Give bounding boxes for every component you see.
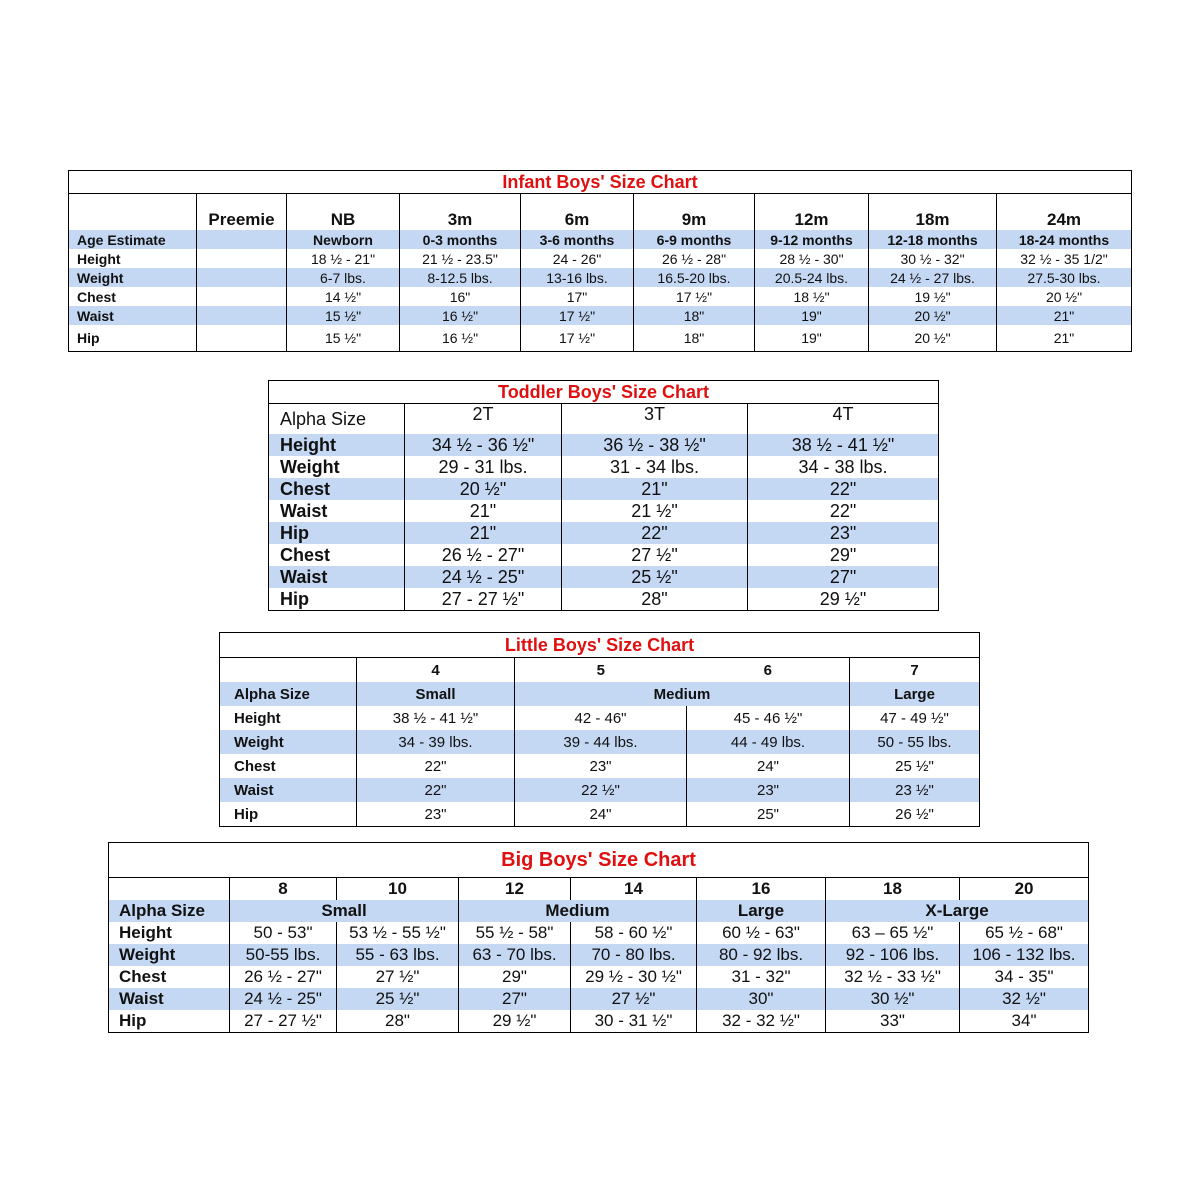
size-header: 20	[960, 878, 1089, 901]
infant-chart-title: Infant Boys' Size Chart	[69, 171, 1132, 194]
table-cell	[197, 287, 287, 306]
table-cell: 24 ½ - 25"	[230, 988, 337, 1010]
size-header: 6m	[521, 194, 634, 231]
table-cell: 24 ½ - 25"	[405, 566, 562, 588]
little-size-chart	[219, 632, 980, 827]
row-label: Waist	[119, 989, 164, 1008]
row-label: Chest	[280, 478, 331, 499]
table-cell: 63 – 65 ½"	[826, 922, 960, 944]
row-label: Chest	[234, 757, 276, 775]
table-cell: 15 ½"	[287, 306, 400, 325]
infant-size-chart	[68, 170, 1132, 352]
table-cell: 22 ½"	[515, 778, 687, 802]
table-row	[69, 325, 1132, 352]
table-cell: 17 ½"	[634, 287, 755, 306]
table-cell: 21"	[997, 325, 1132, 352]
table-cell: 27"	[459, 988, 571, 1010]
table-cell: 47 - 49 ½"	[850, 706, 980, 730]
table-cell: 31 - 32"	[697, 966, 826, 988]
size-header: 8	[230, 878, 337, 901]
row-label: Waist	[280, 500, 328, 521]
table-cell: 22"	[562, 522, 748, 544]
table-cell: 15 ½"	[287, 325, 400, 352]
table-cell: 25 ½"	[562, 566, 748, 588]
table-cell: 0-3 months	[400, 230, 521, 249]
table-cell: 19"	[755, 325, 869, 352]
table-cell: 34 - 38 lbs.	[748, 456, 939, 478]
table-cell: 19 ½"	[869, 287, 997, 306]
table-cell	[197, 268, 287, 287]
row-label: Hip	[280, 588, 309, 609]
table-cell: 65 ½ - 68"	[960, 922, 1089, 944]
row-label: Hip	[280, 522, 309, 543]
table-cell: 53 ½ - 55 ½"	[337, 922, 459, 944]
row-label: Height	[119, 923, 172, 942]
table-cell: 22"	[748, 478, 939, 500]
table-cell: 24"	[687, 754, 850, 778]
table-cell	[197, 306, 287, 325]
table-row	[269, 478, 939, 500]
size-header: 4T	[748, 404, 939, 435]
size-header: 18m	[869, 194, 997, 231]
table-cell: Newborn	[287, 230, 400, 249]
table-row	[269, 566, 939, 588]
table-cell: 30 ½"	[826, 988, 960, 1010]
row-label: Chest	[77, 288, 116, 305]
table-cell: 33"	[826, 1010, 960, 1033]
size-header: 3T	[562, 404, 748, 435]
table-cell: 29 - 31 lbs.	[405, 456, 562, 478]
table-row	[220, 802, 980, 827]
table-cell: 28 ½ - 30"	[755, 249, 869, 268]
table-cell: 21 ½ - 23.5"	[400, 249, 521, 268]
alpha-size-label: Alpha Size	[280, 408, 367, 429]
row-label: Height	[77, 250, 121, 267]
size-header: Preemie	[197, 194, 287, 231]
little-alpha-row	[220, 682, 980, 706]
table-cell: 55 - 63 lbs.	[337, 944, 459, 966]
alpha-cell: Small	[230, 900, 459, 922]
table-cell: 28"	[562, 588, 748, 611]
table-row	[269, 434, 939, 456]
table-cell: 21"	[562, 478, 748, 500]
row-label: Height	[280, 434, 336, 455]
table-cell	[197, 249, 287, 268]
table-cell: 55 ½ - 58"	[459, 922, 571, 944]
table-cell: 63 - 70 lbs.	[459, 944, 571, 966]
table-cell: 9-12 months	[755, 230, 869, 249]
toddler-size-header-row	[269, 404, 939, 435]
table-cell: 29"	[748, 544, 939, 566]
table-cell: 44 - 49 lbs.	[687, 730, 850, 754]
table-cell: 34"	[960, 1010, 1089, 1033]
table-cell: 60 ½ - 63"	[697, 922, 826, 944]
table-cell: 29 ½ - 30 ½"	[571, 966, 697, 988]
table-cell: 32 ½ - 33 ½"	[826, 966, 960, 988]
row-label: Height	[234, 709, 281, 727]
table-row	[269, 588, 939, 611]
table-cell: 34 - 35"	[960, 966, 1089, 988]
table-cell: 23"	[515, 754, 687, 778]
table-cell: 25 ½"	[850, 754, 980, 778]
table-row	[269, 456, 939, 478]
table-row	[109, 922, 1089, 944]
table-row	[109, 966, 1089, 988]
table-cell: 25"	[687, 802, 850, 827]
big-size-chart	[108, 842, 1089, 1033]
table-cell: 17"	[521, 287, 634, 306]
table-row	[269, 522, 939, 544]
alpha-cell: Large	[850, 682, 980, 706]
size-header: 6	[763, 661, 772, 679]
row-label: Weight	[119, 945, 176, 964]
table-cell: 45 - 46 ½"	[687, 706, 850, 730]
table-cell: 24 ½ - 27 lbs.	[869, 268, 997, 287]
size-header: 4	[357, 658, 515, 683]
little-size-header-row	[220, 658, 980, 683]
table-row	[109, 1010, 1089, 1033]
table-cell: 18"	[634, 306, 755, 325]
table-cell: 23"	[687, 778, 850, 802]
table-cell: 34 - 39 lbs.	[357, 730, 515, 754]
alpha-size-label: Alpha Size	[234, 685, 310, 703]
table-cell: 42 - 46"	[515, 706, 687, 730]
table-cell: 27 ½"	[571, 988, 697, 1010]
size-header: 2T	[405, 404, 562, 435]
table-row	[69, 268, 1132, 287]
table-cell: 25 ½"	[337, 988, 459, 1010]
table-cell: 23 ½"	[850, 778, 980, 802]
infant-size-header-row	[69, 194, 1132, 231]
table-cell: 32 - 32 ½"	[697, 1010, 826, 1033]
table-cell: 12-18 months	[869, 230, 997, 249]
table-cell: 13-16 lbs.	[521, 268, 634, 287]
table-cell: 27 - 27 ½"	[405, 588, 562, 611]
table-cell: 22"	[357, 778, 515, 802]
table-cell: 29 ½"	[748, 588, 939, 611]
table-row	[109, 944, 1089, 966]
table-cell: 21"	[405, 500, 562, 522]
table-cell: 27"	[748, 566, 939, 588]
table-cell: 38 ½ - 41 ½"	[357, 706, 515, 730]
table-cell: 32 ½ - 35 1/2"	[997, 249, 1132, 268]
table-cell: 20 ½"	[997, 287, 1132, 306]
table-cell: 20 ½"	[405, 478, 562, 500]
table-cell: 34 ½ - 36 ½"	[405, 434, 562, 456]
table-row	[69, 230, 1132, 249]
table-cell: 31 - 34 lbs.	[562, 456, 748, 478]
table-cell	[197, 230, 287, 249]
big-chart-title: Big Boys' Size Chart	[109, 843, 1089, 878]
table-cell: 21"	[405, 522, 562, 544]
table-cell: 30 ½ - 32"	[869, 249, 997, 268]
alpha-cell: Large	[697, 900, 826, 922]
size-header: 12	[459, 878, 571, 901]
table-cell: 22"	[748, 500, 939, 522]
table-cell: 29"	[459, 966, 571, 988]
table-cell: 50 - 53"	[230, 922, 337, 944]
table-row	[269, 500, 939, 522]
table-cell: 30 - 31 ½"	[571, 1010, 697, 1033]
alpha-cell: X-Large	[826, 900, 1089, 922]
big-size-header-row	[109, 878, 1089, 901]
table-cell	[197, 325, 287, 352]
table-cell: 58 - 60 ½"	[571, 922, 697, 944]
table-cell: 18-24 months	[997, 230, 1132, 249]
table-cell: 21"	[997, 306, 1132, 325]
table-row	[69, 306, 1132, 325]
table-row	[220, 730, 980, 754]
size-header: 12m	[755, 194, 869, 231]
table-cell: 36 ½ - 38 ½"	[562, 434, 748, 456]
table-cell: 24"	[515, 802, 687, 827]
alpha-cell: Small	[357, 682, 515, 706]
row-label: Waist	[234, 781, 274, 799]
table-cell: 8-12.5 lbs.	[400, 268, 521, 287]
table-cell: 18"	[634, 325, 755, 352]
alpha-cell: Medium	[459, 900, 697, 922]
table-cell: 21 ½"	[562, 500, 748, 522]
size-header: 14	[571, 878, 697, 901]
row-label: Waist	[77, 307, 114, 324]
table-row	[220, 706, 980, 730]
size-header: 9m	[634, 194, 755, 231]
table-cell: 92 - 106 lbs.	[826, 944, 960, 966]
row-label: Waist	[280, 566, 328, 587]
table-cell: 70 - 80 lbs.	[571, 944, 697, 966]
size-header: 18	[826, 878, 960, 901]
table-cell: 50-55 lbs.	[230, 944, 337, 966]
row-label: Age Estimate	[77, 231, 166, 248]
row-label: Weight	[280, 456, 340, 477]
table-cell: 20 ½"	[869, 306, 997, 325]
table-cell: 16.5-20 lbs.	[634, 268, 755, 287]
size-header: 5	[515, 658, 687, 683]
table-cell: 26 ½ - 27"	[230, 966, 337, 988]
table-cell: 24 - 26"	[521, 249, 634, 268]
size-header: 7	[850, 658, 980, 683]
table-cell: 22"	[357, 754, 515, 778]
table-cell: 26 ½"	[850, 802, 980, 827]
table-cell: 27 ½"	[337, 966, 459, 988]
table-cell: 26 ½ - 28"	[634, 249, 755, 268]
table-cell: 23"	[748, 522, 939, 544]
table-cell: 20 ½"	[869, 325, 997, 352]
table-cell: 6-9 months	[634, 230, 755, 249]
table-row	[109, 988, 1089, 1010]
size-header: 10	[337, 878, 459, 901]
row-label: Weight	[234, 733, 284, 751]
table-cell: 16 ½"	[400, 306, 521, 325]
little-chart-title: Little Boys' Size Chart	[220, 633, 980, 658]
table-cell: 27 ½"	[562, 544, 748, 566]
alpha-cell: Medium	[515, 682, 850, 706]
size-header: NB	[287, 194, 400, 231]
table-row	[269, 544, 939, 566]
toddler-chart-title: Toddler Boys' Size Chart	[269, 381, 939, 404]
empty-cell	[109, 878, 230, 901]
table-cell: 3-6 months	[521, 230, 634, 249]
empty-cell	[220, 658, 357, 683]
alpha-size-label: Alpha Size	[119, 901, 205, 920]
table-cell: 19"	[755, 306, 869, 325]
table-cell: 27.5-30 lbs.	[997, 268, 1132, 287]
table-cell: 26 ½ - 27"	[405, 544, 562, 566]
table-cell: 80 - 92 lbs.	[697, 944, 826, 966]
row-label: Hip	[77, 330, 100, 346]
table-row	[220, 778, 980, 802]
table-cell: 27 - 27 ½"	[230, 1010, 337, 1033]
table-cell: 6-7 lbs.	[287, 268, 400, 287]
table-row	[220, 754, 980, 778]
table-cell: 16"	[400, 287, 521, 306]
size-header: 16	[697, 878, 826, 901]
row-label: Hip	[119, 1011, 147, 1030]
table-cell: 39 - 44 lbs.	[515, 730, 687, 754]
table-cell: 17 ½"	[521, 306, 634, 325]
table-cell: 18 ½"	[755, 287, 869, 306]
row-label: Chest	[119, 967, 167, 986]
table-cell: 28"	[337, 1010, 459, 1033]
row-label: Chest	[280, 544, 331, 565]
table-cell: 38 ½ - 41 ½"	[748, 434, 939, 456]
table-cell: 106 - 132 lbs.	[960, 944, 1089, 966]
table-cell: 50 - 55 lbs.	[850, 730, 980, 754]
table-cell: 32 ½"	[960, 988, 1089, 1010]
table-cell: 23"	[357, 802, 515, 827]
toddler-size-chart	[268, 380, 939, 611]
row-label: Weight	[77, 269, 124, 286]
table-row	[69, 287, 1132, 306]
table-cell: 14 ½"	[287, 287, 400, 306]
size-header: 24m	[997, 194, 1132, 231]
big-alpha-row	[109, 900, 1089, 922]
table-cell: 30"	[697, 988, 826, 1010]
row-label: Hip	[234, 805, 259, 823]
table-cell: 20.5-24 lbs.	[755, 268, 869, 287]
table-cell: 18 ½ - 21"	[287, 249, 400, 268]
table-cell: 29 ½"	[459, 1010, 571, 1033]
table-cell: 16 ½"	[400, 325, 521, 352]
table-row	[69, 249, 1132, 268]
empty-cell	[69, 194, 197, 231]
table-cell: 17 ½"	[521, 325, 634, 352]
size-header: 3m	[400, 194, 521, 231]
